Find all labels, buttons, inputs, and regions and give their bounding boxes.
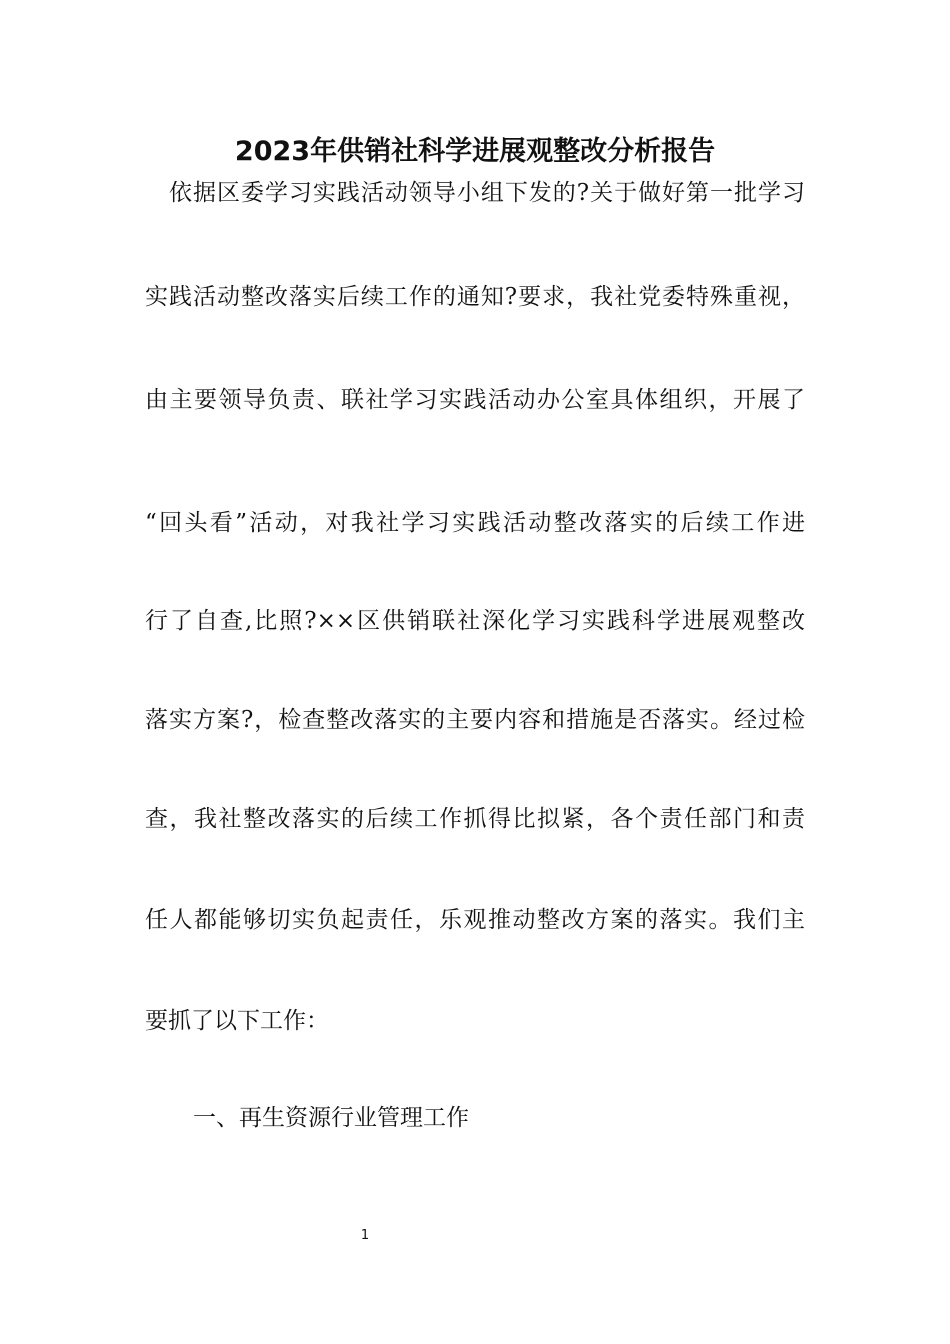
section-heading: 一、再生资源行业管理工作 <box>193 1105 469 1131</box>
paragraph-line: 任人都能够切实负起责任，乐观推动整改方案的落实。我们主 <box>145 907 805 933</box>
paragraph-line: 依据区委学习实践活动领导小组下发的?关于做好第一批学习 <box>169 180 805 206</box>
paragraph-line: “回头看”活动，对我社学习实践活动整改落实的后续工作进 <box>145 510 805 536</box>
paragraph-line: 要抓了以下工作： <box>145 1008 329 1034</box>
paragraph-line: 实践活动整改落实后续工作的通知?要求，我社党委特殊重视， <box>145 284 805 310</box>
paragraph-line: 由主要领导负责、联社学习实践活动办公室具体组织，开展了 <box>145 387 805 413</box>
paragraph-line: 行了自查,比照?××区供销联社深化学习实践科学进展观整改 <box>145 608 805 634</box>
paragraph-line: 查，我社整改落实的后续工作抓得比拟紧，各个责任部门和责 <box>145 806 805 832</box>
document-title: 2023年供销社科学进展观整改分析报告 <box>234 136 716 167</box>
page-number: 1 <box>360 1228 370 1243</box>
paragraph-line: 落实方案?，检查整改落实的主要内容和措施是否落实。经过检 <box>145 707 805 733</box>
